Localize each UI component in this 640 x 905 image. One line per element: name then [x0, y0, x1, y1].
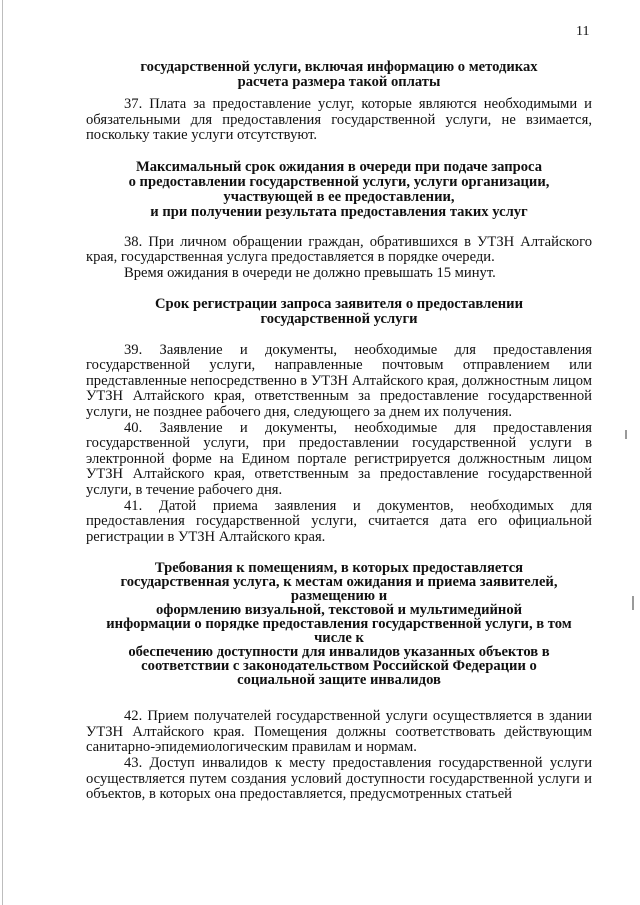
paragraph-43: 43. Доступ инвалидов к месту предоставления государственной услуги осуществляется путем создания условий доступности государственной услуги и объектов, в которых она предоставляется, предусмотренных статьей [86, 755, 592, 803]
paragraph-38-wait-time: Время ожидания в очереди не должно превышать 15 минут. [124, 264, 496, 281]
heading-line: Срок регистрации запроса заявителя о предоставлении [154, 295, 523, 312]
heading-line: о предоставлении государственной услуги, услуги организации, [128, 173, 550, 190]
heading-line: размещению и [290, 588, 388, 605]
document-body [86, 60, 592, 803]
heading-line: Требования к помещениям, в которых предоставляется [154, 560, 524, 577]
paragraph-41: 41. Датой приема заявления и документов, необходимых для предоставления государственной услуги, считается дата его официальной регистрации в УТЗН Алтайского края. [86, 497, 592, 545]
heading-line: государственная услуга, к местам ожидания и приема заявителей, [120, 574, 558, 591]
heading-line: участвующей в ее предоставлении, [223, 188, 455, 205]
paragraph-42: 42. Прием получателей государственной услуги осуществляется в здании УТЗН Алтайского края. Помещения должны соответствовать действующим санитарно-эпидемиологическим правилам и нормам. [86, 708, 592, 756]
heading-line: социальной защите инвалидов [237, 672, 441, 689]
paragraph-40: 40. Заявление и документы, необходимые для предоставления государственной услуги, при предоставлении государственной услуги в электронной форме на Едином портале регистрируется должностным лицом УТЗН Алтайского края, ответственным за предоставление государственной услуги, в течение рабочего дня. [86, 419, 592, 498]
section-heading [86, 297, 592, 327]
heading-line: Максимальный срок ожидания в очереди при подаче запроса [135, 158, 542, 175]
heading-line: оформлению визуальной, текстовой и мультимедийной [155, 602, 523, 619]
heading-line: государственной услуги [260, 310, 418, 327]
heading-line: и при получении результата предоставления таких услуг [150, 203, 528, 220]
scan-edge-line [2, 0, 3, 905]
paragraph-39: 39. Заявление и документы, необходимые для предоставления государственной услуги, направленные почтовым отправлением или представленные непосредственно в УТЗН Алтайского края, должностным лицом УТЗН Алтайского края, ответственным за предоставление государственной услуги, не позднее рабочего дня, следующего за днем их получения. [86, 341, 592, 420]
scan-speck [632, 596, 634, 610]
heading-line: расчета размера такой оплаты [237, 74, 441, 90]
heading-line: обеспечению доступности для инвалидов указанных объектов в [128, 644, 550, 661]
scan-speck [625, 430, 627, 439]
section-heading [86, 60, 592, 90]
heading-line: соответствии с законодательством Российской Федерации о [141, 658, 537, 675]
page-number: 11 [576, 24, 590, 39]
paragraph-38: 38. При личном обращении граждан, обратившихся в УТЗН Алтайского края, государственная услуга предоставляется в порядке очереди. [86, 233, 592, 266]
section-heading [86, 561, 592, 687]
heading-line: государственной услуги, включая информацию о методиках [140, 59, 538, 75]
paragraph-37: 37. Плата за предоставление услуг, которые являются необходимыми и обязательными для предоставления государственной услуги, не взимается, поскольку такие услуги отсутствуют. [86, 96, 592, 144]
heading-line: информации о порядке предоставления государственной услуги, в том [106, 616, 572, 633]
heading-line: числе к [314, 630, 364, 647]
section-heading [86, 160, 592, 220]
